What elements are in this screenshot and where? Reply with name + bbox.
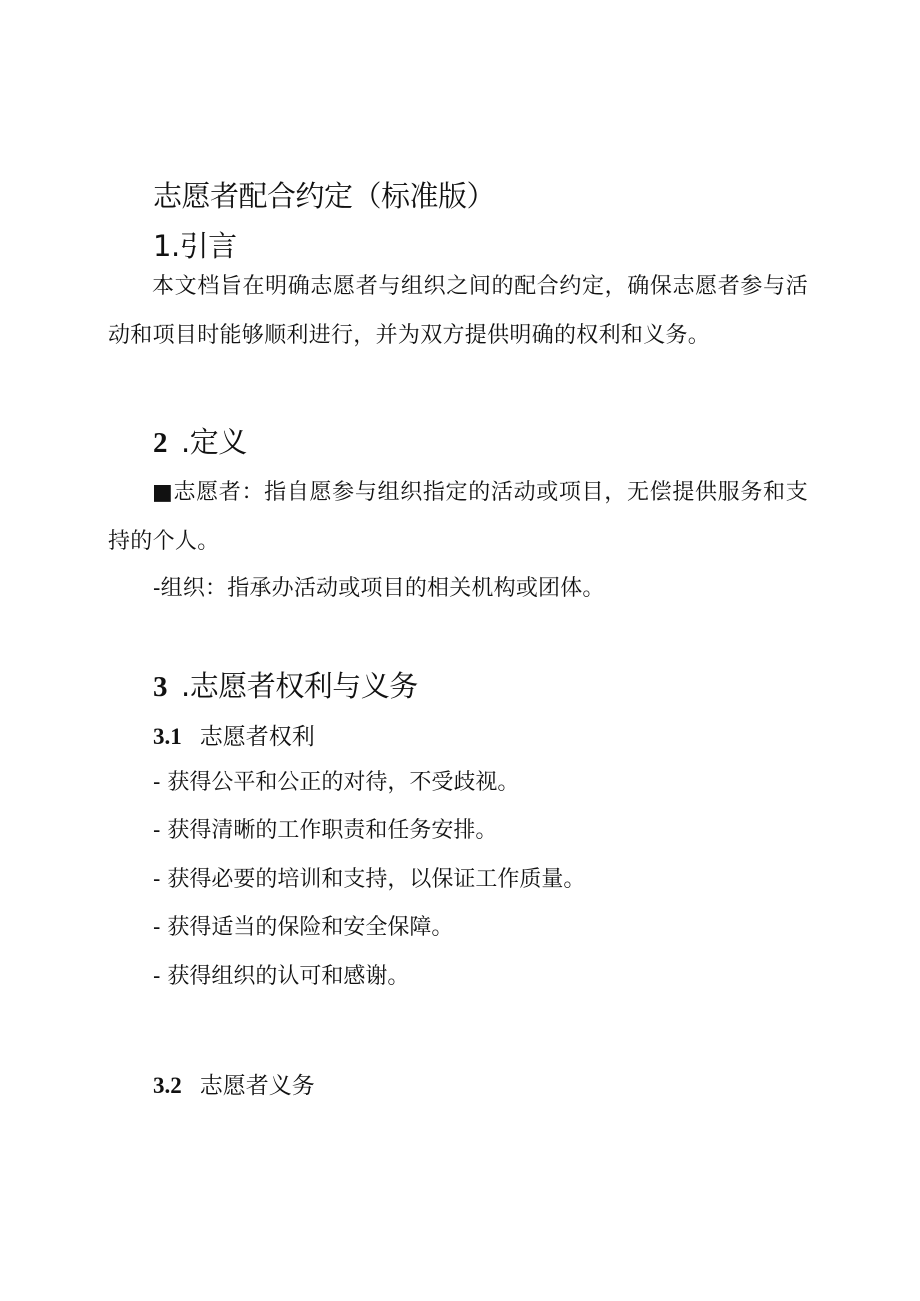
section-2-heading	[153, 425, 247, 459]
document-title: 志愿者配合约定（标准版）	[153, 179, 496, 213]
subsection-3-1-heading	[153, 725, 315, 749]
subsection-3-2-title: 志愿者义务	[199, 1073, 315, 1099]
subsection-3-1-number: 3.1	[153, 724, 182, 749]
definition-volunteer: ■志愿者：指自愿参与组织指定的活动或项目，无偿提供服务和支持的个人。	[108, 480, 808, 554]
subsection-3-2-number: 3.2	[153, 1073, 182, 1098]
subsection-3-1-title: 志愿者权利	[199, 724, 315, 750]
rights-list-item: - 获得公平和公正的对待，不受歧视。	[153, 770, 520, 795]
section-3-title: .志愿者权利与义务	[181, 669, 418, 703]
rights-list-item: - 获得组织的认可和感谢。	[153, 964, 410, 989]
section-1-heading: 1.引言	[153, 229, 237, 263]
section-1-paragraph: 本文档旨在明确志愿者与组织之间的配合约定，确保志愿者参与活动和项目时能够顺利进行，并为双方提供明确的权利和义务。	[108, 274, 808, 348]
section-3-heading	[153, 669, 418, 703]
section-2-title: .定义	[181, 425, 247, 459]
section-2-number: 2	[153, 427, 167, 459]
rights-list-item: - 获得必要的培训和支持，以保证工作质量。	[153, 867, 586, 892]
definition-organization: -组织：指承办活动或项目的相关机构或团体。	[153, 576, 605, 601]
subsection-3-2-heading	[153, 1074, 315, 1098]
section-3-number: 3	[153, 671, 167, 703]
rights-list-item: - 获得适当的保险和安全保障。	[153, 915, 454, 940]
rights-list-item: - 获得清晰的工作职责和任务安排。	[153, 818, 498, 843]
